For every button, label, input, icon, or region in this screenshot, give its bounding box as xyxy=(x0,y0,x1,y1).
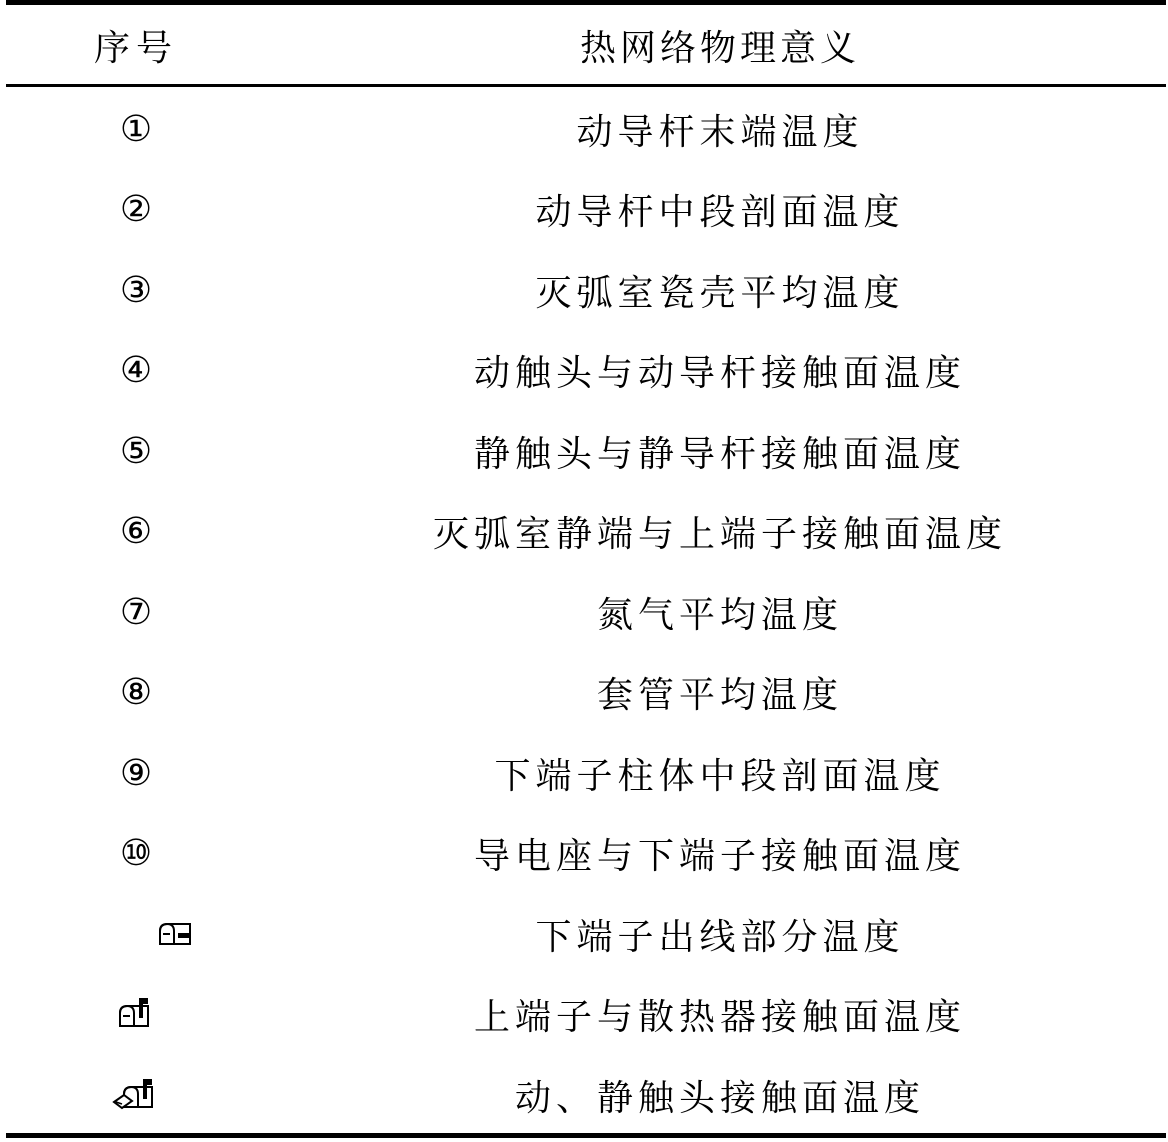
header-physical-meaning: 热网络物理意义 xyxy=(579,27,860,69)
row-meaning: 动导杆中段剖面温度 xyxy=(535,191,905,233)
table-bottom-rule xyxy=(6,1133,1166,1138)
row-serial-number: ④ xyxy=(119,349,153,391)
mailbox-closed-flag-down-icon xyxy=(150,914,202,954)
row-serial-number: ⑤ xyxy=(119,430,153,472)
row-meaning: 下端子柱体中段剖面温度 xyxy=(494,755,946,797)
row-serial-number: ⑥ xyxy=(119,510,153,552)
table-row xyxy=(0,733,1168,813)
table-row xyxy=(0,491,1168,571)
table-row xyxy=(0,411,1168,491)
table-row xyxy=(0,330,1168,410)
table-row xyxy=(0,572,1168,652)
table-row xyxy=(0,813,1168,893)
row-serial-number xyxy=(0,894,312,974)
row-serial-number: ⑦ xyxy=(119,591,153,633)
row-meaning: 导电座与下端子接触面温度 xyxy=(473,835,966,877)
table-row xyxy=(0,250,1168,330)
row-serial-number: ③ xyxy=(119,269,153,311)
row-serial-number: ⑩ xyxy=(119,832,153,874)
row-meaning: 上端子与散热器接触面温度 xyxy=(473,996,966,1038)
row-meaning: 套管平均温度 xyxy=(596,674,843,716)
row-serial-number: ⑨ xyxy=(119,752,153,794)
row-meaning: 动、静触头接触面温度 xyxy=(514,1077,925,1119)
row-serial-number xyxy=(0,974,272,1054)
table-row xyxy=(0,1055,1168,1135)
row-meaning: 下端子出线部分温度 xyxy=(535,916,905,958)
table-row xyxy=(0,894,1168,974)
table-row xyxy=(0,974,1168,1054)
table-header-row xyxy=(0,5,1168,85)
mailbox-with-mail-icon xyxy=(110,1075,162,1115)
table-row xyxy=(0,89,1168,169)
row-serial-number xyxy=(0,1055,272,1135)
row-meaning: 氮气平均温度 xyxy=(596,594,843,636)
header-serial-number: 序号 xyxy=(93,27,178,69)
row-meaning: 静触头与静导杆接触面温度 xyxy=(473,433,966,475)
row-meaning: 灭弧室瓷壳平均温度 xyxy=(535,272,905,314)
row-serial-number: ① xyxy=(119,108,153,150)
row-meaning: 动触头与动导杆接触面温度 xyxy=(473,352,966,394)
row-meaning: 动导杆末端温度 xyxy=(576,111,864,153)
table-row xyxy=(0,652,1168,732)
row-meaning: 灭弧室静端与上端子接触面温度 xyxy=(432,513,1007,555)
row-serial-number: ② xyxy=(119,188,153,230)
table-row xyxy=(0,169,1168,249)
row-serial-number: ⑧ xyxy=(119,671,153,713)
mailbox-flag-up-icon xyxy=(110,994,162,1034)
table-header-rule xyxy=(6,84,1166,87)
